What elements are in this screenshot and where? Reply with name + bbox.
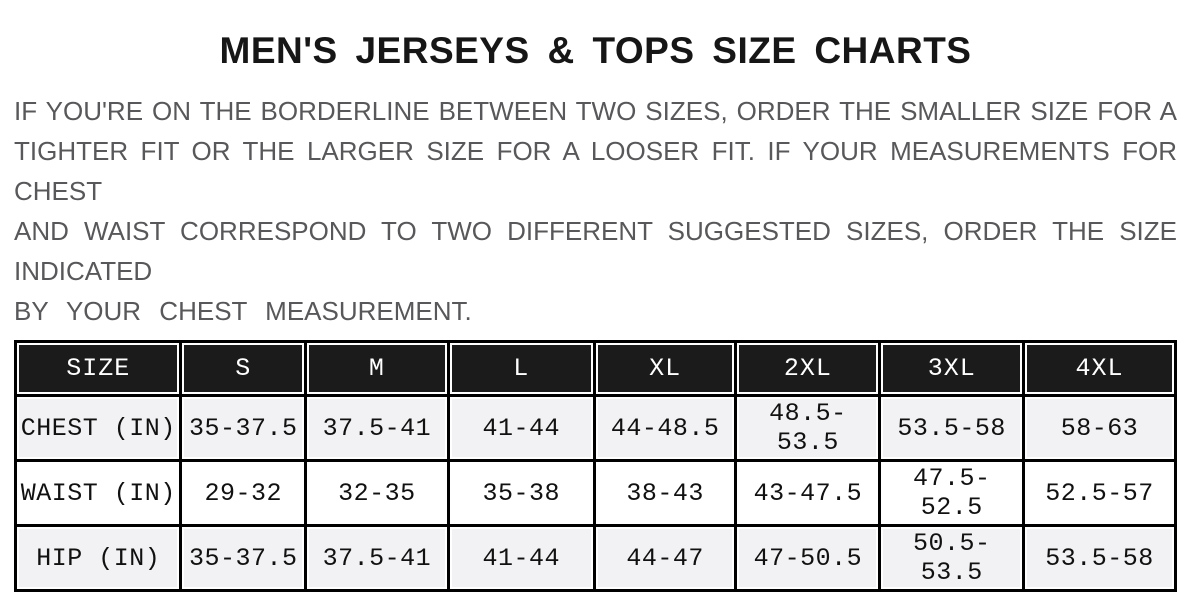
table-cell: 58-63 (1025, 397, 1174, 459)
page-title: MEN'S JERSEYS & TOPS SIZE CHARTS (219, 30, 972, 71)
table-row-hip (17, 527, 1174, 589)
intro-line-2: TIGHTER FIT OR THE LARGER SIZE FOR A LOOSER FIT. IF YOUR MEASUREMENTS FOR CHEST (14, 136, 1177, 206)
intro-paragraph (14, 91, 1177, 331)
table-cell: 48.5-53.5 (737, 397, 878, 459)
table-cell: 41-44 (450, 397, 593, 459)
column-header-2xl: 2XL (737, 343, 878, 394)
size-chart-header-row (17, 343, 1174, 394)
intro-line-4: BY YOUR CHEST MEASUREMENT. (14, 296, 472, 326)
table-cell: 35-38 (450, 462, 593, 524)
table-cell: 50.5-53.5 (881, 527, 1022, 589)
row-label-hip: HIP (IN) (17, 527, 179, 589)
table-cell: 53.5-58 (881, 397, 1022, 459)
table-cell: 52.5-57 (1025, 462, 1174, 524)
table-cell: 47-50.5 (737, 527, 878, 589)
column-header-4xl: 4XL (1025, 343, 1174, 394)
column-header-m: M (307, 343, 447, 394)
column-header-size: SIZE (17, 343, 179, 394)
table-row-chest (17, 397, 1174, 459)
intro-line-3: AND WAIST CORRESPOND TO TWO DIFFERENT SUGGESTED SIZES, ORDER THE SIZE INDICATED (14, 216, 1177, 286)
table-cell: 35-37.5 (182, 527, 304, 589)
table-cell: 37.5-41 (307, 397, 447, 459)
row-label-chest: CHEST (IN) (17, 397, 179, 459)
table-cell: 32-35 (307, 462, 447, 524)
table-cell: 43-47.5 (737, 462, 878, 524)
table-cell: 44-48.5 (596, 397, 735, 459)
table-cell: 44-47 (596, 527, 735, 589)
table-cell: 35-37.5 (182, 397, 304, 459)
table-cell: 37.5-41 (307, 527, 447, 589)
column-header-3xl: 3XL (881, 343, 1022, 394)
table-cell: 41-44 (450, 527, 593, 589)
size-chart-table (14, 340, 1177, 592)
table-cell: 53.5-58 (1025, 527, 1174, 589)
table-cell: 38-43 (596, 462, 735, 524)
column-header-l: L (450, 343, 593, 394)
table-row-waist (17, 462, 1174, 524)
row-label-waist: WAIST (IN) (17, 462, 179, 524)
column-header-xl: XL (596, 343, 735, 394)
intro-line-1: IF YOU'RE ON THE BORDERLINE BETWEEN TWO SIZES, ORDER THE SMALLER SIZE FOR A (14, 96, 1177, 126)
table-cell: 47.5-52.5 (881, 462, 1022, 524)
column-header-s: S (182, 343, 304, 394)
table-cell: 29-32 (182, 462, 304, 524)
